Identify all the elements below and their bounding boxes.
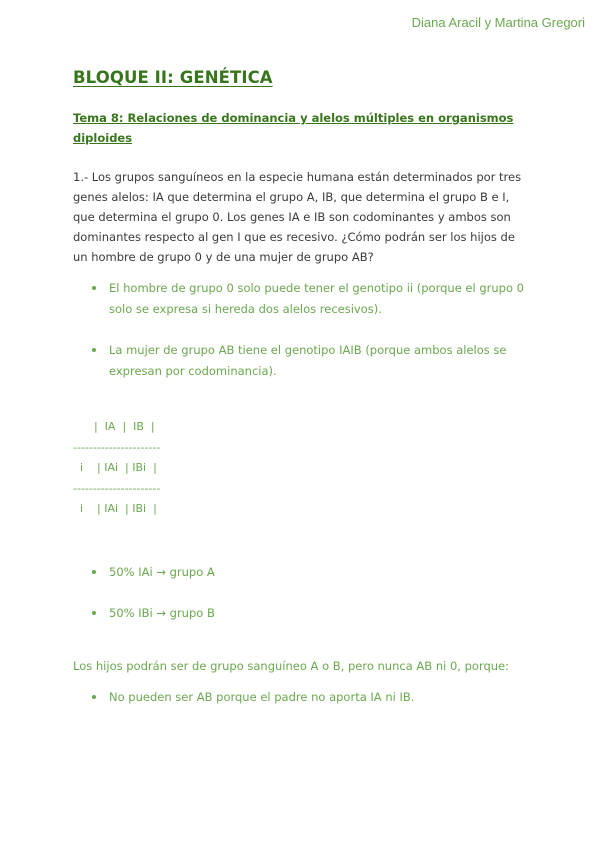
conclusion-text: Los hijos podrán ser de grupo sanguíneo A o B, pero nunca AB ni 0, porque: — [73, 658, 509, 673]
question-text: 1.- Los grupos sanguíneos en la especie humana están determinados por tres genes alelos: IA que determina el grupo A, IB, que determina el grupo B e I, que determina el grupo 0. Los genes IA e IB son codominantes y ambos son dominantes respecto al gen I que es recesivo. ¿Cómo podrán ser los hijos de un hombre de grupo 0 y de una mujer de grupo AB? — [73, 170, 522, 264]
punnett-square — [73, 417, 533, 520]
list-item: No pueden ser AB porque el padre no aporta IA ni IB. — [73, 687, 533, 708]
punnett-separator: ---------------------- — [73, 481, 161, 495]
document-body — [73, 68, 533, 707]
topic-heading: Tema 8: Relaciones de dominancia y alelos múltiples en organismos diploides — [73, 111, 514, 145]
list-item: 50% IAi → grupo A — [73, 562, 533, 583]
punnett-row: i | IAi | IBi | — [73, 461, 157, 474]
punnett-row: i | IAi | IBi | — [73, 502, 157, 515]
result-list — [73, 562, 533, 624]
page-title: BLOQUE II: GENÉTICA — [73, 68, 273, 87]
punnett-header-row: | IA | IB | — [73, 420, 155, 433]
genotype-list — [73, 278, 533, 381]
punnett-separator: ---------------------- — [73, 440, 161, 454]
author-header: Diana Aracil y Martina Gregori — [411, 15, 585, 30]
reason-list — [73, 687, 533, 708]
list-item: El hombre de grupo 0 solo puede tener el genotipo ii (porque el grupo 0 solo se expresa si hereda dos alelos recesivos). — [73, 278, 533, 319]
list-item: 50% IBi → grupo B — [73, 603, 533, 624]
list-item: La mujer de grupo AB tiene el genotipo IAIB (porque ambos alelos se expresan por codominancia). — [73, 340, 533, 381]
